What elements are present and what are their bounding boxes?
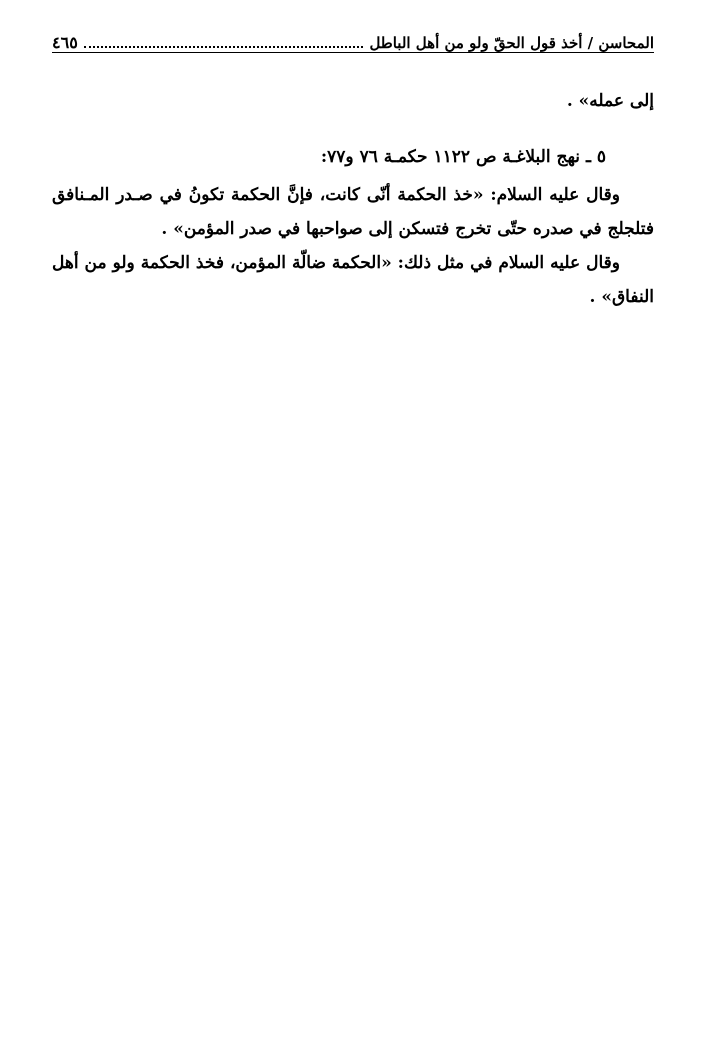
dotted-leader [84, 46, 364, 48]
page-number: ٤٦٥ [52, 33, 78, 52]
paragraph-2: وقال عليه السلام في مثل ذلك: «الحكمة ضالّة المؤمن، فخذ الحكمة ولو من أهل النفاق» . [52, 253, 654, 307]
page-body [52, 84, 654, 314]
paragraph-1: وقال عليه السلام: «خذ الحكمة أنّى كانت، فإنَّ الحكمة تكونُ في صـدر المـنافق فتلجلج في صدره حتّى تخرج فتسكن إلى صواحبها في صدر المؤمن» . [52, 185, 654, 239]
header-rule [52, 52, 654, 53]
section-heading: ٥ ـ نهج البلاغـة ص ١١٢٢ حكمـة ٧٦ و٧٧: [320, 147, 606, 167]
continuation-line: إلى عمله» . [566, 91, 654, 111]
running-title: المحاسن / أخذ قول الحقّ ولو من أهل الباطل [369, 34, 654, 52]
running-header [52, 22, 654, 52]
